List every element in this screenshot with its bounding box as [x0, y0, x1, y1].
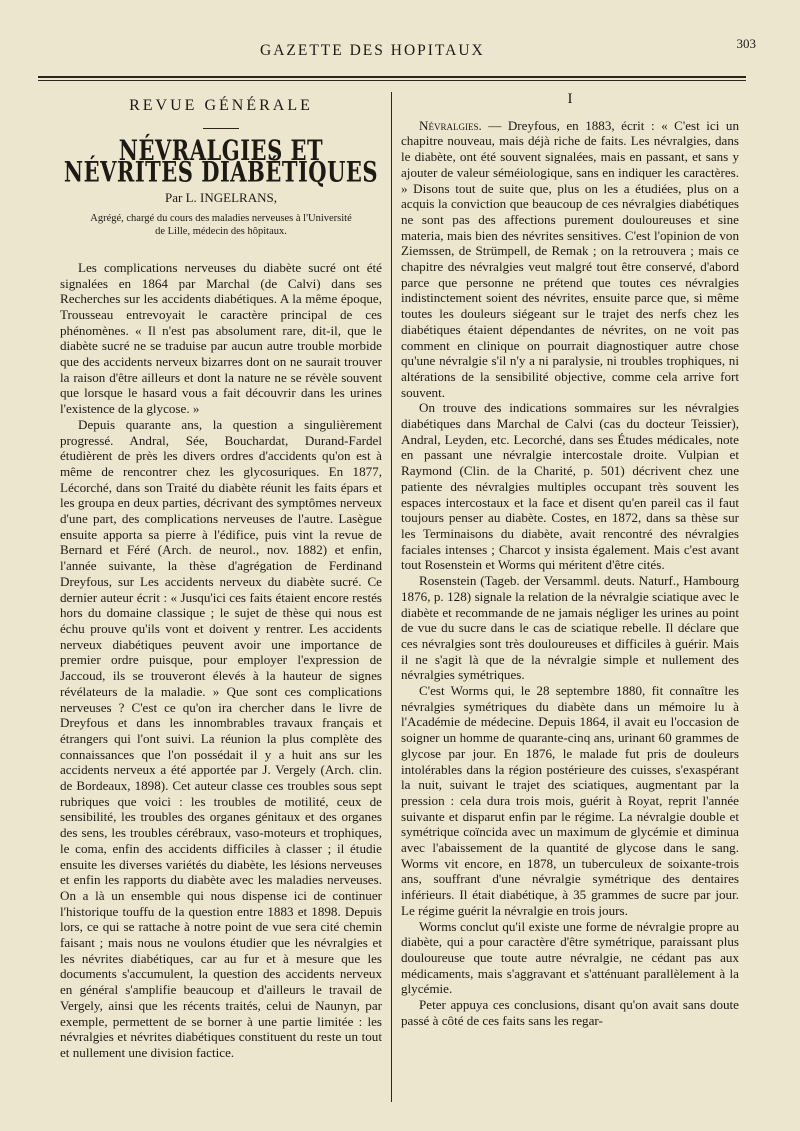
body-paragraph: Les complications nerveuses du diabète sucré ont été signalées en 1864 par Marchal (de Calvi) dans ses Recherches sur les accidents diabétiques. A la même époque, Trousseau entrevoyait le caractère principal de ces phénomènes. « Il n'est pas absolument rare, dit-il, que le diabète sucré ne se traduise par aucun autre trouble morbide que des accidents nerveux bizarres dont on ne saurait trouver la raison d'être ailleurs et dont la nature ne se révèle souvent que lorsque le hasard vous a fait découvrir dans les urines l'existence de la glycose. » [60, 259, 382, 417]
left-column [60, 92, 382, 1061]
body-paragraph [401, 118, 739, 401]
section-number: I [567, 91, 573, 107]
page-number: 303 [736, 36, 756, 51]
body-paragraph: C'est Worms qui, le 28 septembre 1880, fit connaître les névralgies symétriques du diabète dans un mémoire lu à l'Académie de médecine. Depuis 1864, il avait eu l'occasion de soigner un homme de quarante-cinq ans, urinant 60 grammes de glycose par jour. En 1876, le malade fut pris de douleurs intolérables dans la région postérieure des cuisses, s'exaspérant la nuit, suivant le trajet des sciatiques, augmentant par la pression : cela dura trois mois, guérit à Royat, reprit l'année suivante et disparut enfin par le régime. La névralgie double et symétrique coïncida avec un maximum de glycémie et diminua avec l'abaissement de la quantité de glycose dans le sang. Worms vit encore, en 1878, un tuberculeux de soixante-trois ans, souffrant d'une névralgie symétrique des dentaires inférieurs. Il était diabétique, à 35 grammes de sucre par jour. Le régime guérit la névralgie en trois jours. [401, 683, 739, 918]
author-line: Par L. INGELRANS, [165, 190, 277, 206]
body-paragraph: Rosenstein (Tageb. der Versamml. deuts. Naturf., Hambourg 1876, p. 128) signale la relation de la névralgie sciatique avec le diabète et recommande de ne jamais négliger les urines au point de vue du sucre dans le cas de sciatique rebelle. Il déclare que ces névralgies sont très douloureuses et difficiles à guérir. Mais il ne s'agit là que de la névralgie simple et nullement des névralgies symétriques. [401, 573, 739, 683]
author-role [60, 212, 382, 238]
body-paragraph: Depuis quarante ans, la question a singulièrement progressé. Andral, Sée, Bouchardat, Durand-Fardel étudièrent de près les divers ordres d'accidents qu'on est à même de rencontrer chez les glycosuriques. En 1877, Lécorché, dans son Traité du diabète réunit les faits épars et les groupa en deux parties, décrivant des symptômes nerveux d'une part, des complications nerveuses de l'autre. Lasègue ensuite apporta sa pierre à l'édifice, puis vint la revue de Bernard et Féré (Arch. de neurol., nov. 1882) et enfin, l'année suivante, la thèse d'agrégation de Ferdinand Dreyfous, sur Les accidents nerveux du diabète sucré. Ce dernier auteur écrit : « Jusqu'ici ces faits étaient encore restés hors du domaine classique ; le sujet de thèse qui nous est échu prouve qu'ils vont et doivent y rentrer. Les accidents nerveux diabétiques peuvent avoir une importance de premier ordre puisque, pour employer l'expression de Jaccoud, ils se trouveront élevés à la hauteur de signes révélateurs de la maladie. » Que sont ces complications nerveuses ? C'est ce qu'on ira chercher dans le livre de Dreyfous et dans les innombrables travaux français et étrangers qui l'ont suivi. La réunion la plus complète des connaissances que l'on possédait il y a huit ans sur les accidents nerveux a été apportée par J. Vergely (Arch. clin. de Bordeaux, 1898). Cet auteur classe ces troubles sous sept rubriques que voici : les troubles de motilité, ceux de sensibilité, les troubles des organes génitaux et des organes des sens, les troubles cérébraux, vaso-moteurs et trophiques, le coma, enfin des accidents difficiles à classer ; il étudie ensuite les diverses variétés du diabète, les lésions nerveuses et enfin les rapports du diabète avec les maladies nerveuses. On a là un ensemble qui nous dispense ici de continuer l'historique touffu de la question entre 1883 et 1898. Depuis lors, ce qui se rattache à notre point de vue sera cité chemin faisant ; mais nous ne voulons étudier que les névralgies et les névrites diabétiques, car au fur et à mesure que les documents s'accumulent, la question des accidents nerveux en général s'amplifie beaucoup et d'ailleurs le travail de Vergely, ainsi que les récents traités, celui de Naunyn, par exemple, permettent de se borner à une partie limitée : les névralgies et névrites diabétiques constituent du reste un tout et nullement une division factice. [60, 416, 382, 1060]
running-title: GAZETTE DES HOPITAUX [260, 42, 485, 59]
column-divider [391, 92, 392, 1102]
running-head [0, 36, 800, 66]
right-column [401, 92, 739, 1028]
body-paragraph: Worms conclut qu'il existe une forme de névralgie propre au diabète, qui a pour caractère d'être symétrique, paraissant plus douloureuse que toute autre névralgie, ne cédant pas aux médicaments, mais s'aggravant et s'atténuant parallèlement à la glycémie. [401, 918, 739, 997]
body-paragraph: On trouve des indications sommaires sur les névralgies diabétiques dans Marchal de Calvi (cas du docteur Teissier), Andral, Leyden, etc. Lecorché, dans ses Études médicales, note en passant une névralgie intercostale droite. Vulpian et Raymond (Clin. de la Charité, p. 501) décrivent chez une patiente des névralgies multiples occupant très souvent les espaces intercostaux et la face et disent qu'en pareil cas il faut toujours penser au diabète. Costes, en 1872, dans sa thèse sur les Terminaisons du diabète, avait rencontré des névralgies faciales intenses ; Charcot y insista également. Mais c'est avant tout Rosenstein et Worms qui méritent d'être cités. [401, 400, 739, 573]
body-paragraph: Peter appuya ces conclusions, disant qu'on avait sans doute passé à côté de ces faits sans les regar- [401, 997, 739, 1028]
article-title: NÉVRALGIES ET NÉVRITES DIABÉTIQUES [63, 132, 379, 188]
author-role-line-2: de Lille, médecin des hôpitaux. [155, 225, 287, 237]
header-rule [38, 76, 746, 78]
header-rule-thin [38, 80, 746, 81]
section-label: REVUE GÉNÉRALE [129, 97, 313, 114]
lead-word: Névralgies. [419, 117, 482, 133]
author-role-line-1: Agrégé, chargé du cours des maladies nerveuses à l'Université [90, 212, 352, 224]
paragraph-text: — Dreyfous, en 1883, écrit : « C'est ici un chapitre nouveau, mais déjà riche de faits. Les névralgies, dans le diabète, ont été souvent signalées, mais en passant, et sans y ajouter de valeur séméiologique, sans en indiquer les caractères. » Disons tout de suite que, plus on les a étudiées, plus on a acquis la conviction que beaucoup de ces névralgies diabétiques ne sont pas des affections purement douloureuses et sine materia, mais bien des névrites sensitives. C'est l'opinion de von Ziemssen, de Strümpell, de Remak ; on la retrouvera ; mais ce chapitre des névralgies veut malgré tout être conservé, d'abord parce que personne ne prétend que toutes ces névralgies indistinctement soient des névrites, ensuite parce que, si même toutes les douleurs siégeant sur le trajet des nerfs chez les diabétiques étaient dépendantes de névrites, on ne voit pas comment en clinique on pourrait diagnostiquer autre chose qu'une névralgie s'il n'y a ni paralysie, ni troubles trophiques, ni altérations de la sensibilité objective, comme cela arrive fort souvent. [401, 117, 739, 400]
title-separator [203, 128, 239, 129]
